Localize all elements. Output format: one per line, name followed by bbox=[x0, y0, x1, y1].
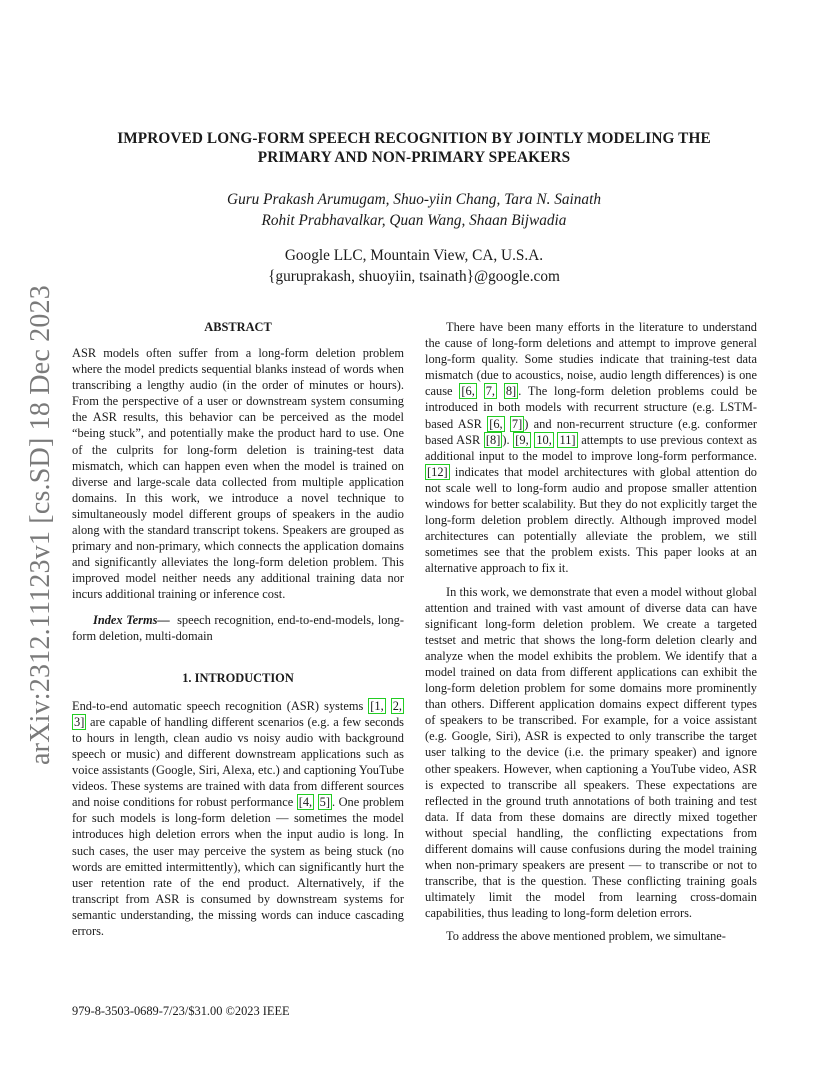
intro-p1-text-1: End-to-end automatic speech recognition (ASR) systems bbox=[72, 698, 369, 713]
citation-link[interactable]: [1, bbox=[370, 698, 384, 713]
citation-link[interactable]: 7] bbox=[511, 416, 523, 431]
arxiv-sidebar-stamp bbox=[22, 285, 60, 765]
title-line-2: PRIMARY AND NON-PRIMARY SPEAKERS bbox=[257, 149, 571, 166]
email-line: {guruprakash, shuoyiin, tsainath}@google.com bbox=[268, 268, 560, 285]
introduction-heading: 1. INTRODUCTION bbox=[182, 670, 294, 685]
intro-p2-text-2: . The long-form deletion problems could be introduced in both models with recurrent structure (e.g. LSTM-based ASR bbox=[425, 384, 757, 431]
title-line-1: IMPROVED LONG-FORM SPEECH RECOGNITION BY JOINTLY MODELING THE bbox=[117, 130, 711, 147]
index-terms-text: speech recognition, end-to-end-models, long-form deletion, multi-domain bbox=[72, 612, 404, 643]
authors-line-2: Rohit Prabhavalkar, Quan Wang, Shaan Bijwadia bbox=[261, 212, 567, 229]
citation-link[interactable]: [8] bbox=[485, 432, 501, 447]
citation-link[interactable]: 2, bbox=[392, 698, 402, 713]
intro-p1-text-2: are capable of handling different scenarios (e.g. a few seconds to hours in length, clean audio vs noisy audio with background speech or music) and different downstream applications such as voice assistants (Google, Siri, Alexa, etc.) and captioning YouTube videos. These systems are trained with data from different sources and noise conditions for robust performance bbox=[72, 714, 404, 810]
intro-p2-text-3: ) and non-recurrent structure (e.g. conformer based ASR bbox=[425, 416, 757, 447]
intro-p2-text-1: There have been many efforts in the literature to understand the cause of long-form deletions and attempt to improve general long-form quality. Some studies indicate that training-test data mismatch (due to acoustics, noise, audio length differences) is one cause bbox=[425, 320, 757, 399]
citation-link[interactable]: [12] bbox=[427, 464, 448, 479]
citation-link[interactable]: 8] bbox=[505, 384, 517, 399]
citation-link[interactable]: 5] bbox=[319, 795, 330, 810]
citation-link[interactable]: [6, bbox=[461, 384, 475, 399]
paragraph-spacer bbox=[425, 921, 757, 928]
citation-link[interactable]: 10, bbox=[536, 432, 552, 447]
arxiv-id: arXiv:2312.11123v1 [cs.SD] 18 Dec 2023 bbox=[25, 285, 56, 765]
citation-link[interactable]: [9, bbox=[515, 432, 529, 447]
author-list bbox=[60, 189, 768, 231]
citation-link[interactable]: 3] bbox=[74, 714, 85, 729]
paragraph-spacer bbox=[425, 577, 757, 584]
right-column bbox=[425, 319, 757, 945]
citation-link[interactable]: 7, bbox=[485, 384, 495, 399]
affiliation-line: Google LLC, Mountain View, CA, U.S.A. bbox=[284, 247, 544, 264]
authors-line-1: Guru Prakash Arumugam, Shuo-yiin Chang, Tara N. Sainath bbox=[227, 191, 601, 208]
citation-link[interactable]: [4, bbox=[298, 795, 313, 810]
citation-link[interactable]: 11] bbox=[559, 432, 576, 447]
index-terms-label: Index Terms— bbox=[93, 612, 170, 627]
intro-paragraph-3: In this work, we demonstrate that even a model without global attention and trained with vast amount of diverse data can have significant long-form deletion problem. We create a targeted testset and metric that shows the long-form deletion clearly and analyze when the model exhibits the problem. We identify that a model trained on data from different applications can exhibit the long-form deletion problem for some domains more prominently than others. Different application domains expect different types of speakers to be transcribed. For example, for a voice assistant (e.g. Google, Siri), ASR is expected to only transcribe the target user talking to the device (i.e. the primary speaker) and ignore other speakers. However, when captioning a YouTube video, ASR is expected to transcribe all speakers. These expectations are reflected in the ground truth annotations of both training and test data. If data from these domains are directly mixed together without special handling, the conflicting expectations from different domains will cause confusions during the model training when non-primary speakers are present — to transcribe or not to transcribe, that is the question. These conflicting training goals ultimately limit the model from learning cross-domain capabilities, thus leading to long-form deletion errors. bbox=[425, 584, 757, 921]
intro-paragraph-4: To address the above mentioned problem, we simultane- bbox=[446, 929, 726, 944]
intro-paragraph-1 bbox=[72, 698, 404, 939]
intro-p1-text-3: . One problem for such models is long-form deletion — sometimes the model introduces high deletion errors when the input audio is long. In such cases, the user may perceive the system as being stuck (no words are emitted intermittently), which can significantly hurt the user retention rate of the end product. Alternatively, if the transcript from ASR is consumed by downstream systems for semantic understanding, the missing words can induce cascading errors. bbox=[72, 795, 405, 938]
intro-p2-text-6: indicates that model architectures with global attention do not scale well to long-form audio and propose smaller attention windows for better scalability. But they do not explicitly target the long-form deletion problem directly. Although improved model architectures can potentially alleviate the problem, we still sometimes see that the problem exists. This paper looks at an alternative approach to fix it. bbox=[425, 464, 757, 576]
index-terms bbox=[72, 612, 404, 644]
intro-p2-text-4: ). bbox=[502, 432, 514, 447]
abstract-heading: ABSTRACT bbox=[204, 320, 272, 334]
abstract-text: ASR models often suffer from a long-form deletion problem where the model predicts sequential blanks instead of words when transcribing a lengthy audio (in the order of minutes or hours). From the perspective of a user or downstream system consuming the ASR results, this behavior can be perceived as the model “being stuck”, and potentially make the product hard to use. One of the culprits for long-form deletion is training-test data mismatch, which can happen even when the model is trained on diverse and large-scale data collected from multiple application domains. In this work, we introduce a novel technique to simultaneously model different groups of speakers in the audio along with the standard transcript tokens. Speakers are grouped as primary and non-primary, which connects the application domains and significantly alleviates the long-form deletion problem. This improved model neither needs any additional training data nor incurs additional training or inference cost. bbox=[72, 346, 404, 602]
copyright-footer: 979-8-3503-0689-7/23/$31.00 ©2023 IEEE bbox=[72, 1004, 290, 1018]
affiliation-block bbox=[60, 245, 768, 287]
intro-paragraph-2 bbox=[425, 319, 757, 577]
paper-title bbox=[60, 129, 768, 167]
citation-link[interactable]: [6, bbox=[489, 416, 503, 431]
intro-p2-text-5: attempts to use previous context as additional input to the model to improve long-form performance. bbox=[425, 432, 758, 463]
left-column bbox=[72, 319, 404, 939]
